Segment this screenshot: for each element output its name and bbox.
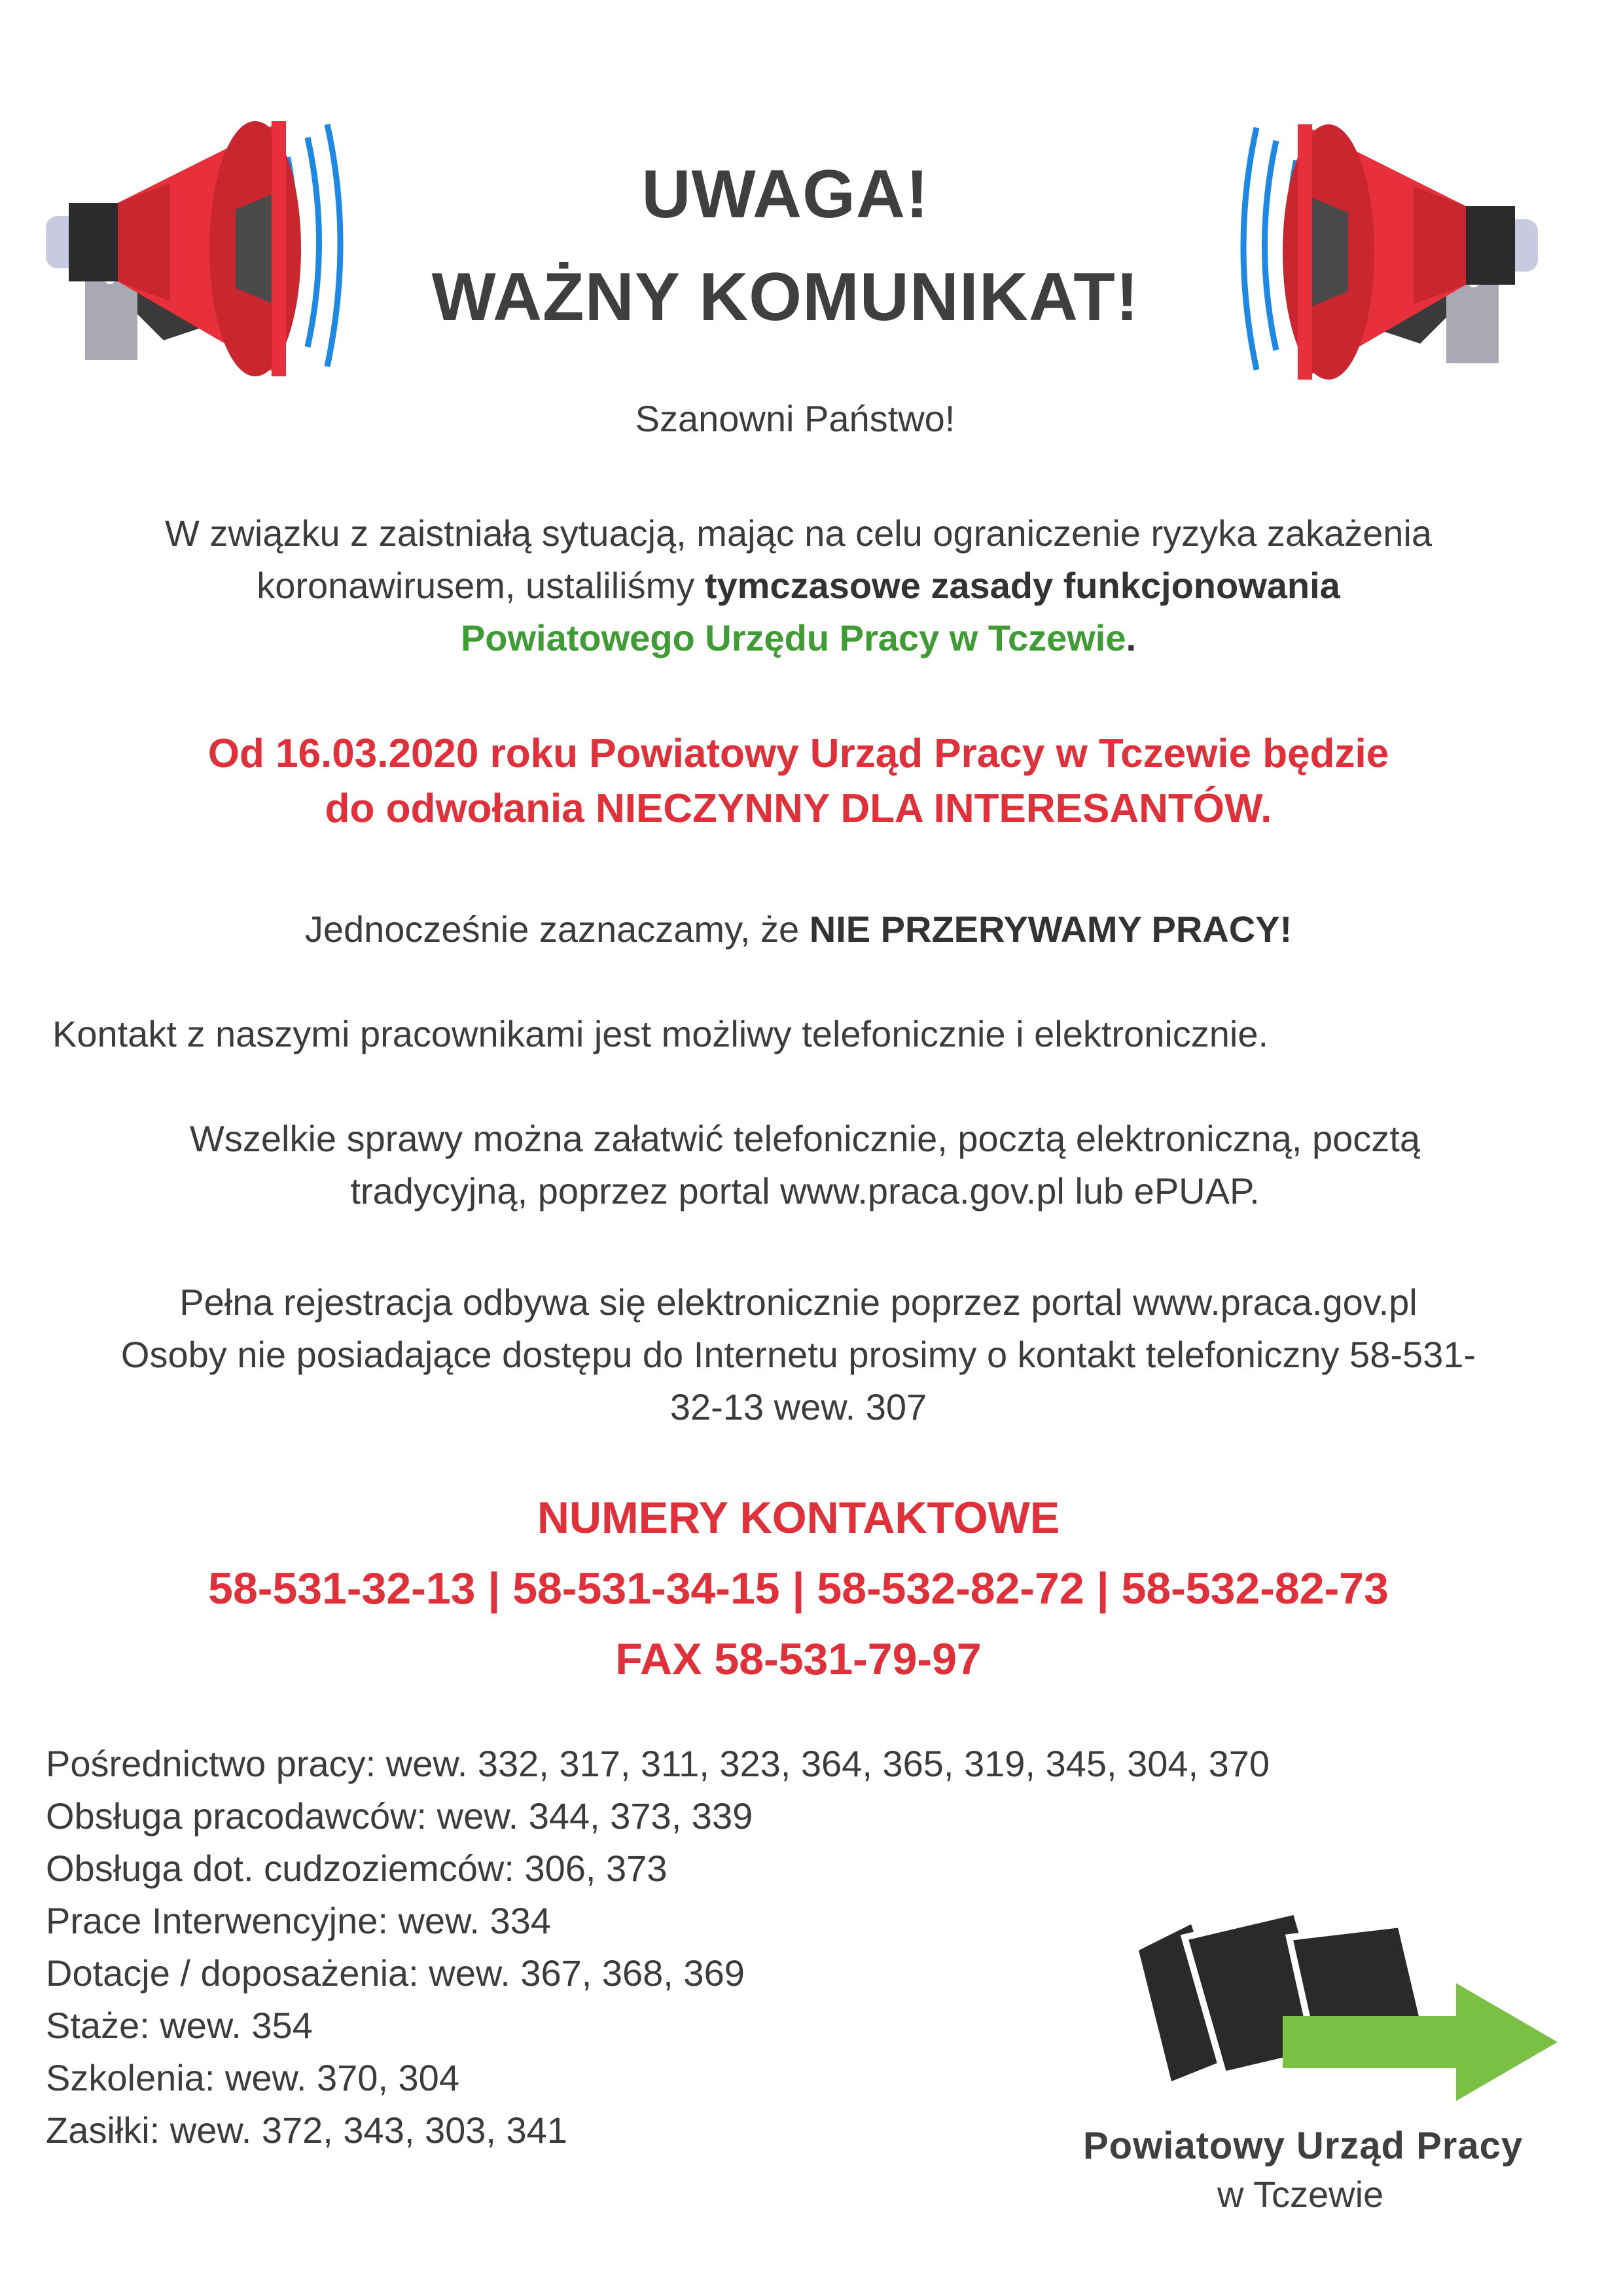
matters-line-1: Wszelkie sprawy można załatwić telefonicznie, pocztą elektroniczną, pocztą — [190, 1118, 1420, 1159]
list-item: Staże: wew. 354 — [46, 2005, 313, 2046]
fax-number: FAX 58-531-79-97 — [615, 1634, 982, 1684]
list-item: Obsługa pracodawców: wew. 344, 373, 339 — [46, 1795, 753, 1837]
title-line-1: UWAGA! — [641, 156, 929, 232]
intro-bold: tymczasowe zasady funkcjonowania — [704, 565, 1340, 606]
closure-line-1: Od 16.03.2020 roku Powiatowy Urząd Pracy w Tczewie będzie — [207, 731, 1389, 776]
list-item: Pośrednictwo pracy: wew. 332, 317, 311, 323, 364, 365, 319, 345, 304, 370 — [46, 1743, 1270, 1784]
registration-line-3: 32-13 wew. 307 — [669, 1386, 927, 1427]
intro-paragraph — [0, 507, 1610, 664]
closure-line-2: do odwołania NIECZYNNY DLA INTERESANTÓW. — [325, 786, 1272, 831]
title-line-2: WAŻNY KOMUNIKAT! — [431, 259, 1139, 335]
matters-paragraph — [0, 1113, 1616, 1217]
pup-logo-icon — [1099, 1898, 1571, 2121]
registration-line-2: Osoby nie posiadające dostępu do Internetu prosimy o kontakt telefoniczny 58-531- — [120, 1334, 1476, 1375]
closure-notice — [0, 726, 1610, 836]
intro-line-1: W związku z zaistniałą sytuacją, mając na celu ograniczenie ryzyka zakażenia — [165, 512, 1432, 554]
contact-numbers-heading: NUMERY KONTAKTOWE — [537, 1493, 1060, 1543]
intro-line-2 — [0, 560, 1610, 612]
contact-numbers — [0, 1482, 1610, 1695]
intro-text: koronawirusem, ustaliliśmy — [257, 565, 705, 606]
intro-end: . — [1126, 617, 1137, 658]
greeting: Szanowni Państwo! — [635, 398, 955, 439]
registration-paragraph — [0, 1276, 1610, 1433]
intro-line-3 — [0, 612, 1610, 664]
logo-sub: w Tczewie — [1217, 2174, 1384, 2215]
matters-line-2: tradycyjną, poprzez portal www.praca.gov.pl lub ePUAP. — [350, 1170, 1260, 1211]
megaphone-left-icon — [39, 111, 347, 393]
list-item: Prace Interwencyjne: wew. 334 — [46, 1900, 551, 1941]
logo-name: Powiatowy Urząd Pracy — [1083, 2125, 1524, 2167]
contact-numbers-list: 58-531-32-13 | 58-531-34-15 | 58-532-82-72 | 58-532-82-73 — [208, 1564, 1389, 1613]
work-notice-bold: NIE PRZERYWAMY PRACY! — [809, 908, 1293, 950]
work-notice — [0, 903, 1610, 956]
contact-line: Kontakt z naszymi pracownikami jest możliwy telefonicznie i elektronicznie. — [52, 1013, 1269, 1054]
office-name-green: Powiatowego Urzędu Pracy w Tczewie — [460, 617, 1126, 658]
list-item: Obsługa dot. cudzoziemców: 306, 373 — [46, 1848, 668, 1889]
list-item: Szkolenia: wew. 370, 304 — [46, 2057, 459, 2098]
work-notice-text: Jednocześnie zaznaczamy, że — [304, 908, 810, 950]
list-item: Dotacje / doposażenia: wew. 367, 368, 369 — [46, 1952, 745, 1994]
list-item: Zasiłki: wew. 372, 343, 303, 341 — [46, 2109, 567, 2151]
extensions-list — [46, 1738, 1270, 2157]
registration-line-1: Pełna rejestracja odbywa się elektronicznie poprzez portal www.praca.gov.pl — [179, 1282, 1418, 1323]
